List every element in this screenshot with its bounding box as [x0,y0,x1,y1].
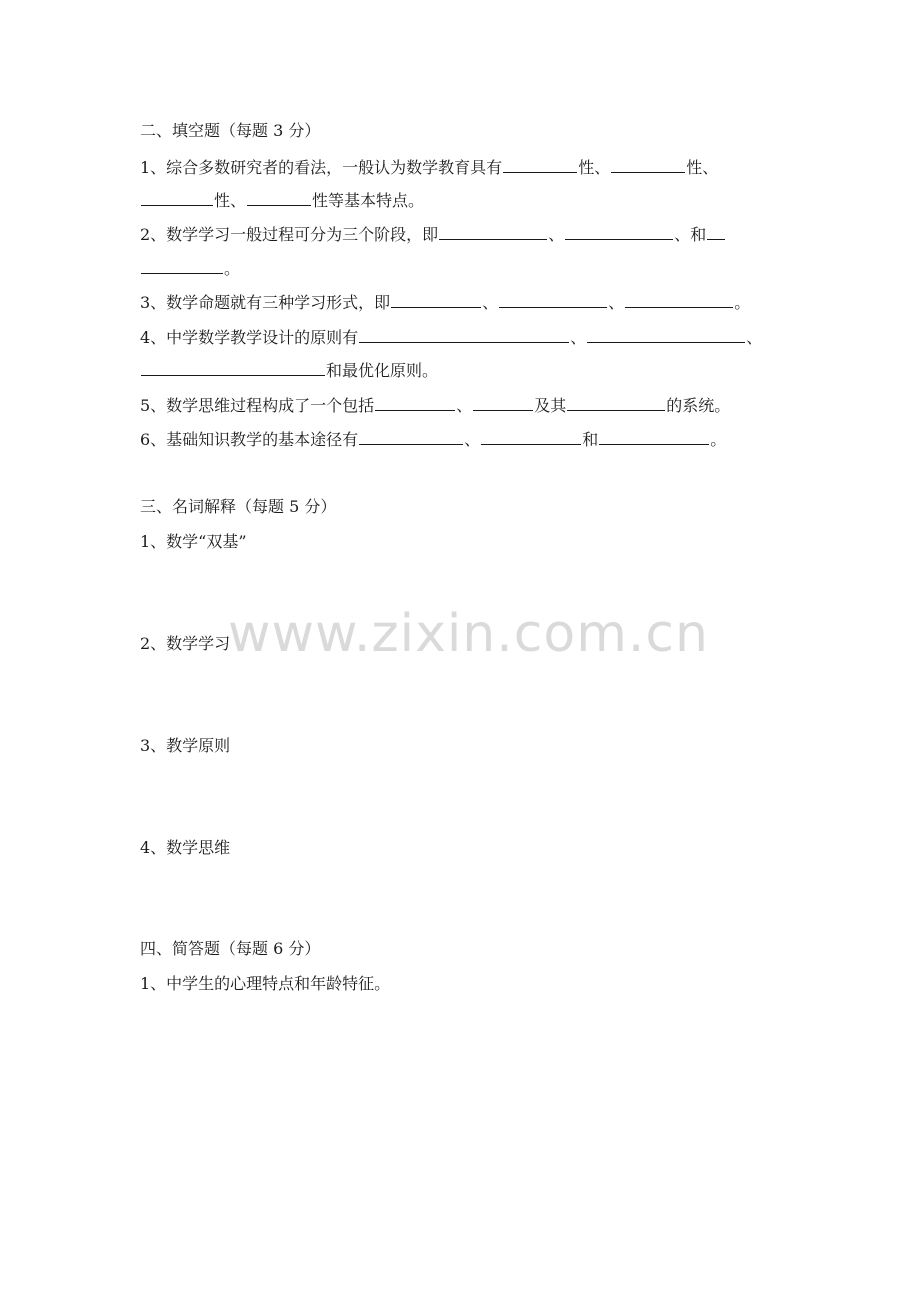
watermark: www.zixin.com.cn [228,604,709,664]
question-text: 5、数学思维过程构成了一个包括 [140,396,375,415]
question-3 [140,290,790,315]
answer-blank[interactable] [503,155,577,173]
question-text: 4、中学数学教学设计的原则有 [140,328,359,347]
answer-blank[interactable] [499,290,607,308]
question-text: 。 [710,430,727,449]
section-heading-terms: 三、名词解释（每题 5 分） [140,497,337,516]
answer-blank[interactable] [141,358,325,376]
short-answer-item: 1、中学生的心理特点和年龄特征。 [140,974,391,993]
answer-blank[interactable] [141,256,223,274]
question-text: 、 [548,225,565,244]
answer-blank[interactable] [247,188,311,206]
question-1-line-1 [140,155,790,180]
question-text: 、 [482,293,499,312]
question-text: 性、 [214,191,247,210]
question-text: 、 [570,328,587,347]
answer-blank[interactable] [481,427,581,445]
answer-blank[interactable] [439,222,547,240]
question-text: 2、数学学习一般过程可分为三个阶段，即 [140,225,439,244]
question-2-line-2 [140,256,790,281]
question-2-line-1 [140,222,790,247]
answer-blank[interactable] [625,290,733,308]
term-item: 2、数学学习 [140,634,231,653]
question-1-line-2 [140,188,790,213]
question-text: 及其 [534,396,567,415]
answer-blank[interactable] [565,222,673,240]
section-heading-fill-in: 二、填空题（每题 3 分） [140,121,321,140]
question-text: 、 [608,293,625,312]
question-text: 、 [456,396,473,415]
question-text: 的系统。 [666,396,731,415]
question-text: 、 [746,328,763,347]
answer-blank[interactable] [599,427,709,445]
answer-blank[interactable] [375,393,455,411]
question-text: 1、综合多数研究者的看法，一般认为数学教育具有 [140,158,503,177]
question-text: 性、 [686,158,719,177]
question-5 [140,393,790,418]
answer-blank[interactable] [707,222,725,240]
question-text: 。 [224,259,241,278]
answer-blank[interactable] [611,155,685,173]
question-text: 3、数学命题就有三种学习形式，即 [140,293,391,312]
question-4-line-1 [140,325,790,350]
question-text: 6、基础知识教学的基本途径有 [140,430,359,449]
answer-blank[interactable] [141,188,213,206]
answer-blank[interactable] [359,325,569,343]
question-6 [140,427,790,452]
term-item: 4、数学思维 [140,838,231,857]
answer-blank[interactable] [359,427,463,445]
question-text: 、和 [674,225,707,244]
answer-blank[interactable] [587,325,745,343]
question-text: 性、 [578,158,611,177]
section-heading-short-answer: 四、简答题（每题 6 分） [140,939,321,958]
answer-blank[interactable] [391,290,481,308]
question-text: 和 [582,430,599,449]
question-4-line-2 [140,358,790,383]
term-item: 1、数学“双基” [140,532,247,551]
answer-blank[interactable] [567,393,665,411]
term-item: 3、教学原则 [140,736,231,755]
question-text: 。 [734,293,751,312]
question-text: 、 [464,430,481,449]
question-text: 性等基本特点。 [312,191,425,210]
question-text: 和最优化原则。 [326,361,439,380]
answer-blank[interactable] [473,393,533,411]
